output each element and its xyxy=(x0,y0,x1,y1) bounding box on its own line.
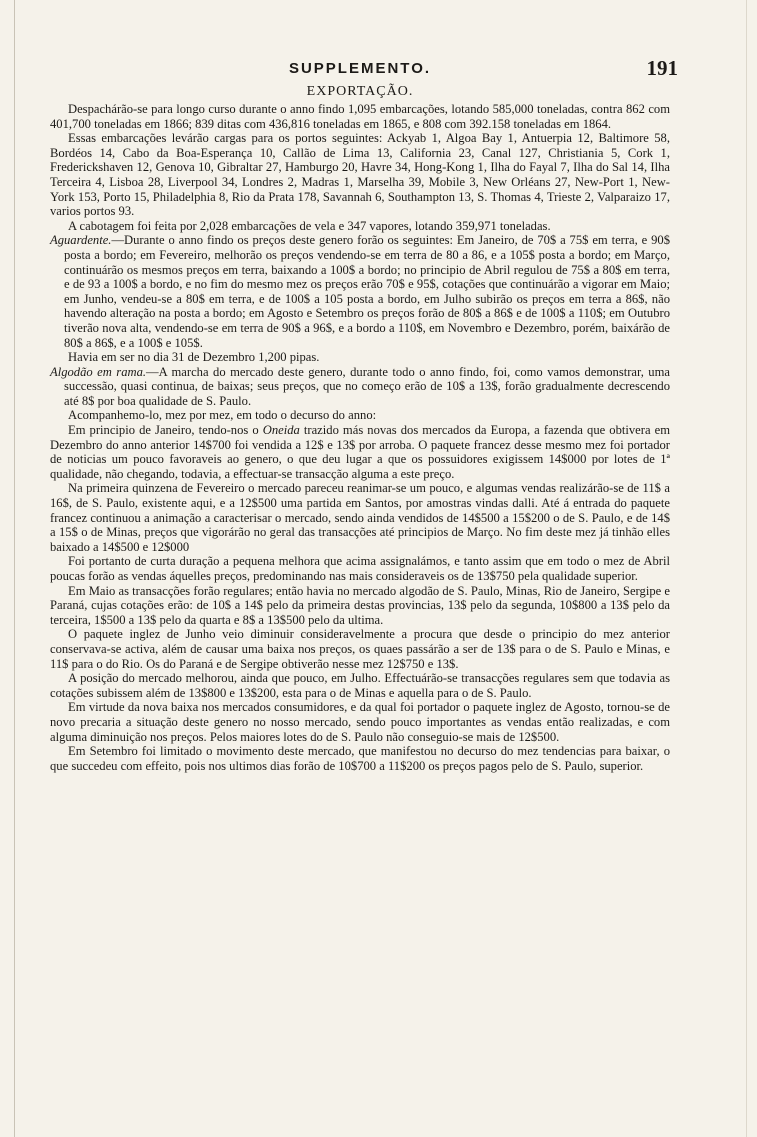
paragraph-month-intro: Acompanhemo-lo, mez por mez, em todo o decurso do anno: xyxy=(68,408,377,423)
paragraph-august: Em virtude da nova baixa nos mercados consumidores, e da qual foi portador o paquete inglez de Agosto, tornou-se de novo precaria a situação deste genero no nosso mercado, sendo pouco importantes as vendas então realizadas, e com alguma diminuição nos preços. Pelos maiores lotes do de S. Paulo não conseguio-se mais de 12$500. xyxy=(50,700,670,744)
paragraph-april: Foi portanto de curta duração a pequena melhora que acima assignalámos, e tanto assim que em todo o mez de Abril poucas forão as vendas áquelles preços, predominando nas mais consideraveis os de 13$750 pela qualidade superior. xyxy=(50,554,670,583)
paragraph-january-rest: trazido más novas dos mercados da Europa, a fazenda que obtivera em Dezembro do anno anterior 14$700 foi vendida a 12$ e 13$ por arroba. O paquete francez desse mesmo mez foi portador de noticias um pouco favoraveis ao genero, o que deu lugar a que os possuidores exigissem 14$000 por lotes de 1ª qualidade, não chegando, todavia, a effectuar-se transacção alguma a este preço. xyxy=(50,423,671,481)
paragraph-dispatch: Despachárão-se para longo curso durante o anno findo 1,095 embarcações, lotando 585,000 toneladas, contra 862 com 401,700 toneladas em 1866; 839 ditas com 436,816 toneladas em 1865, e 808 com 392.158 toneladas em 1864. xyxy=(50,102,670,131)
entry-label-aguardente: Aguardente. xyxy=(50,233,112,248)
paragraph-may: Em Maio as transacções forão regulares; então havia no mercado algodão de S. Paulo, Minas, Rio de Janeiro, Sergipe e Paraná, cujas cotações erão: de 10$ a 14$ pelo da primeira destas provincias, 13$ pelo da segunda, 10$800 a 13$ pelo da terceira, 1$500 a 13$ pelo da quarta e 8$ a 13$500 pelo da ultima. xyxy=(50,583,670,627)
paragraph-ports: Essas embarcações levárão cargas para os portos seguintes: Ackyab 1, Algoa Bay 1, Antuerpia 12, Baltimore 58, Bordéos 14, Cabo da Boa-Esperança 10, Callão de Lima 13, California 23, Canal 127, Christiania 5, Cork 1, Frederickshaven 12, Genova 10, Gibraltar 27, Hamburgo 20, Havre 34, Hong-Kong 1, Ilha do Fayal 7, Ilha do Sal 14, Ilha Terceira 4, Lisboa 28, Liverpool 34, Londres 2, Madras 1, Marselha 39, Mobile 3, New Orléans 27, New-Port 1, New-York 153, Porto 15, Philadelphia 8, Rio da Prata 178, Savannah 6, Southampton 13, S. Thomas 4, Trieste 2, Valparaizo 17, varios portos 93. xyxy=(50,131,670,219)
paragraph-february: Na primeira quinzena de Fevereiro o mercado pareceu reanimar-se um pouco, e algumas vendas realizárão-se de 11$ a 16$, de S. Paulo, existente aqui, e a 12$500 uma partida em Santos, por amostras vindas dalli. Até á entrada do paquete francez continuou a animação a caracterisar o mercado, sendo ainda vendidos de 14$500 a 15$200 o de S. Paulo, e de 14$ a 15$ o de Minas, preços que vigorárão no geral das transacções até principios de Março. No fim deste mez já tinhão elles baixado a 14$500 e 12$000 xyxy=(50,481,670,554)
paragraph-january-start: Em principio de Janeiro, tendo-nos o xyxy=(68,423,263,438)
paragraph-stock: Havia em ser no dia 31 de Dezembro 1,200 pipas. xyxy=(68,350,320,365)
paragraph-june: O paquete inglez de Junho veio diminuir consideravelmente a procura que desde o principio do mez anterior conservava-se activa, além de causar uma baixa nos preços, os quaes passárão a ser de 13$ para o de S. Paulo e Minas, e 11$ para o do Rio. Os do Paraná e de Sergipe obtiverão nesse mez 12$750 e 13$. xyxy=(50,627,670,671)
page-header xyxy=(50,56,678,82)
running-head: SUPPLEMENTO. xyxy=(288,60,432,77)
paragraph-cabotage: A cabotagem foi feita por 2,028 embarcações de vela e 347 vapores, lotando 359,971 toneladas. xyxy=(68,218,551,233)
page-edge-line xyxy=(14,0,15,1137)
document-page xyxy=(50,56,678,773)
body-text xyxy=(50,102,670,773)
entry-text-aguardente: —Durante o anno findo os preços deste genero forão os seguintes: Em Janeiro, de 70$ a 75$ em terra, e 90$ posta a bordo; em Fevereiro, melhorão os preços vendendo-se em terra de 80 a 86, e a 105$ posta a bordo; em Março, continuárão os mesmos preços em terra, baixando a 100$ a bordo; no principio de Abril regulou de 75$ a 80$ em terra, e de 93 a 100$ a bordo, e no fim do mesmo mez os preços erão 70$ e 95$, cotações que continuárão a vigorar em Maio; em Junho, vendeu-se a 80$ em terra, e de 100$ a 105 posta a bordo, em Julho subirão os preços em terra a 86$, não havendo alteração na posta a bordo; em Agosto e Setembro os preços forão de 80$ a 86$ e de 100$ a 110$; em Outubro tiverão nova alta, vendendo-se em terra de 90$ a 96$, e a bordo a 110$, em Novembro e Dezembro, porém, baixárão de 80$ a 86$, e a 100$ e 105$. xyxy=(64,233,670,350)
ship-name: Oneida xyxy=(262,423,300,438)
paragraph-aguardente xyxy=(50,233,670,350)
entry-label-algodao: Algodão em rama. xyxy=(50,364,147,379)
paragraph-january xyxy=(50,423,670,481)
paragraph-algodao xyxy=(50,365,670,409)
section-title: EXPORTAÇÃO. xyxy=(306,84,414,99)
page-edge-line-right xyxy=(746,0,747,1137)
page-number: 191 xyxy=(646,56,678,80)
paragraph-july: A posição do mercado melhorou, ainda que pouco, em Julho. Effectuárão-se transacções regulares sem que todavia as cotações subissem além de 13$800 e 13$200, esta para o de Minas e aquella para o de S. Paulo. xyxy=(50,671,670,700)
paragraph-september: Em Setembro foi limitado o movimento deste mercado, que manifestou no decurso do mez tendencias para baixar, o que succedeu com effeito, pois nos ultimos dias forão de 10$700 a 11$200 os preços pagos pelo de S. Paulo, superior. xyxy=(50,744,670,773)
entry-text-algodao: —A marcha do mercado deste genero, durante todo o anno findo, foi, como vamos demonstrar, uma successão, quasi continua, de baixas; seus preços, que no começo erão de 10$ a 13$, forão gradualmente decrescendo até 8$ por boa qualidade de S. Paulo. xyxy=(64,364,670,408)
